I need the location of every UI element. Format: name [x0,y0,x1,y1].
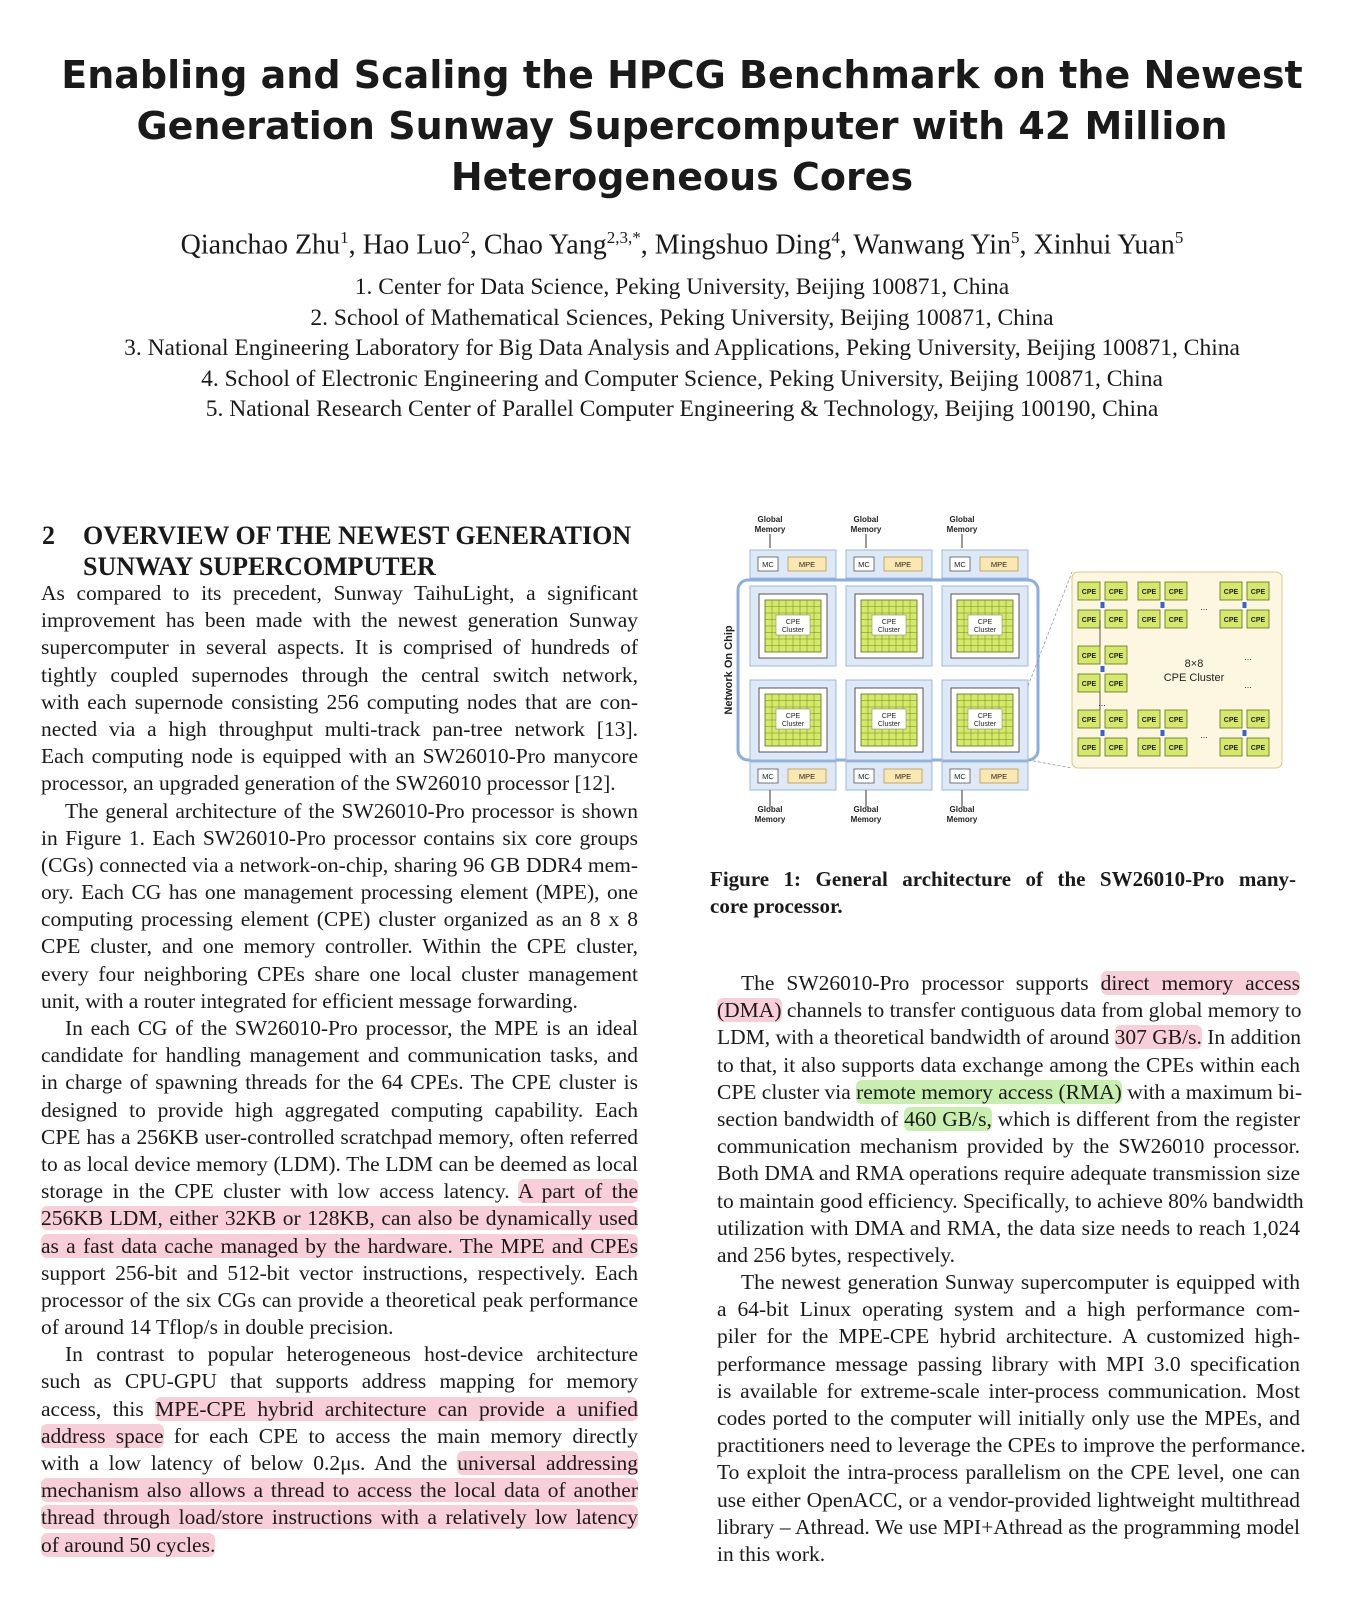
text-line [717,1215,1300,1242]
mc-label: MC [858,560,870,569]
text-line [717,1378,1300,1405]
text-line [717,1296,1300,1323]
text-segment: channels to transfer contiguous data from global memory to [781,998,1302,1023]
author-list: Qianchao Zhu$^1$, Hao Luo$^2$, Chao Yang$^{2,3,*}$, Mingshuo Ding$^4$, Wanwang Yin$^5$, Xinhui Yuan$^5$ [180,228,1184,261]
section-title-line: OVERVIEW OF THE NEWEST GENERATION [83,521,632,550]
text-segment: processor of the six CGs can provide a theoretical peak performance [41,1287,638,1312]
text-line [41,1097,638,1124]
highlighted-text: of around 50 cycles. [41,1532,216,1557]
text-line [41,1151,638,1178]
cpe-label: CPE [1108,717,1124,724]
text-line [41,1450,638,1477]
text-segment: processor, an upgraded generation of the SW26010 processor [12]. [41,771,616,796]
cpe-label: CPE [1223,589,1239,596]
text-line [717,1514,1300,1541]
router-node [1101,602,1105,608]
mc-label: MC [762,560,774,569]
caption-line: core processor. [710,894,843,918]
text-segment: candidate for handling management and communication tasks, and [41,1043,638,1068]
text-segment: storage in the CPE cluster with low access latency. [41,1179,518,1204]
text-segment: tightly coupled supernodes through the central switch network, [41,662,638,687]
text-segment: with each supernode consisting 256 computing nodes that are con- [41,689,638,714]
mpe-label: MPE [798,772,816,781]
highlighted-text: A part of the [517,1179,639,1204]
cpe-label: CPE [1108,653,1124,660]
cpe-label: CPE [1108,681,1124,688]
cpe-cluster-label: CPE [881,713,897,720]
text-segment: communication mechanism provided by the SW26010 processor. [717,1134,1300,1159]
text-line [41,689,638,716]
text-line [41,1341,638,1368]
text-line [41,1042,638,1069]
title-line: Heterogeneous Cores [450,155,914,199]
text-segment: To exploit the intra-process parallelism on the CPE level, one can [717,1460,1300,1485]
author-name: Xinhui Yuan [1033,229,1175,261]
text-segment: supercomputer in several aspects. It is comprised of hundreds of [41,635,638,660]
text-segment: LDM, with a theoretical bandwidth of around [717,1025,1115,1050]
affiliation: 1. Center for Data Science, Peking University, Beijing 100871, China [354,274,1010,300]
text-line [41,580,638,607]
text-line [41,1423,638,1450]
highlighted-text: MPE-CPE hybrid architecture can provide a unified [155,1396,638,1421]
text-line [41,1233,638,1260]
text-line [41,634,638,661]
text-line [717,1351,1300,1378]
highlighted-text: 256KB LDM, either 32KB or 128KB, can also be dynamically used [41,1206,638,1231]
text-line [41,662,638,689]
highlighted-text: 460 GB/s, [904,1106,992,1131]
cpe-label: CPE [1081,653,1097,660]
cpe-cluster-label: CPE [785,619,801,626]
mc-label: MC [954,772,966,781]
cpe-label: CPE [1168,717,1184,724]
text-line [41,798,638,825]
mpe-label: MPE [894,560,912,569]
text-line [41,988,638,1015]
cpe-label: CPE [1141,745,1157,752]
text-line [41,1477,638,1504]
ellipsis: ... [1098,698,1106,708]
cpe-label: CPE [1081,589,1097,596]
text-segment: library – Athread. We use MPI+Athread as the programming model [717,1514,1300,1539]
text-segment: Each computing node is equipped with an SW26010-Pro manycore [41,744,638,769]
cpe-cluster-label: Cluster [973,721,997,728]
router-node [1161,602,1165,608]
text-line [41,1015,638,1042]
author-affiliation-mark: 2,3,* [606,228,641,247]
highlighted-text: mechanism also allows a thread to access the local data of another [41,1478,638,1503]
cpe-label: CPE [1223,717,1239,724]
ellipsis: ... [1200,602,1208,612]
author-affiliation-mark: 5 [1011,228,1020,247]
global-memory-label: Global [949,805,975,814]
author-name: Qianchao Zhu [180,229,341,261]
global-memory-label: Memory [754,525,786,534]
cpe-label: CPE [1108,617,1124,624]
ellipsis: ... [1244,680,1252,690]
mpe-label: MPE [798,560,816,569]
text-segment: in charge of spawning threads for the 64 CPEs. The CPE cluster is [41,1070,638,1095]
highlighted-text: thread through load/store instructions with a relatively low latency [41,1505,638,1530]
text-segment: every four neighboring CPEs share one local cluster management [41,961,638,986]
mc-label: MC [762,772,774,781]
right-column-body [717,970,1306,1568]
text-segment: use either OpenACC, or a vendor-provided lightweight multithread [717,1487,1300,1512]
cpe-cluster-label: CPE [977,619,993,626]
text-segment: support 256-bit and 512-bit vector instructions, respectively. Each [41,1260,638,1285]
router-node [1243,602,1247,608]
global-memory-label: Global [853,805,879,814]
text-line [717,1160,1300,1187]
text-segment: codes ported to the computer will initially only use the MPEs, and [717,1406,1300,1430]
highlighted-text: 307 GB/s. [1114,1025,1202,1050]
affiliation: 2. School of Mathematical Sciences, Peking University, Beijing 100871, China [310,304,1054,331]
cpe-cluster-label: CPE [881,619,897,626]
text-line [41,1069,638,1096]
cpe-label: CPE [1141,617,1157,624]
text-line [41,961,638,988]
text-segment: and 256 bytes, respectively. [717,1242,956,1267]
text-segment: In each CG of the SW26010-Pro processor, the MPE is an ideal [65,1016,638,1040]
text-line [717,970,1300,997]
router-node [1101,730,1105,736]
cpe-label: CPE [1081,681,1097,688]
author-name: Mingshuo Ding [654,229,832,261]
text-segment: (CGs) connected via a network-on-chip, sharing 96 GB DDR4 mem- [41,852,638,877]
author-affiliation-mark: 5 [1174,228,1184,247]
highlighted-text: (DMA) [717,998,782,1023]
cpe-cluster-label: Cluster [973,627,997,634]
mc-label: MC [858,772,870,781]
affiliation: 5. National Research Center of Parallel Computer Engineering & Technology, Beijing 100190, China [205,396,1159,422]
cpe-label: CPE [1250,717,1266,724]
cpe-cluster-label: CPE [785,713,801,720]
cpe-cluster-label: Cluster [877,627,901,634]
text-line [41,770,638,797]
text-line [41,1504,638,1531]
text-segment: nected via a high throughput multi-track pan-tree network [13]. [41,716,638,741]
cpe-label: CPE [1168,745,1184,752]
text-segment: which is different from the register [991,1106,1300,1131]
paper-title [60,50,1304,203]
text-segment: section bandwidth of [717,1106,905,1131]
text-line [41,1396,638,1423]
text-segment: of around 14 Tflop/s in double precision. [41,1315,394,1340]
global-memory-label: Global [757,515,783,524]
section-number: 2 [42,521,55,550]
text-segment: computing processing element (CPE) cluster organized as an 8 x 8 [41,907,638,932]
text-line [41,607,638,634]
text-line [41,1178,638,1205]
cpe-label: CPE [1250,617,1266,624]
cpe-label: CPE [1108,589,1124,596]
author-affiliation-mark: 2 [461,228,470,247]
author-name: Wanwang Yin [853,229,1012,261]
text-segment: such as CPU-GPU that supports address mapping for memory [41,1369,638,1394]
global-memory-label: Memory [850,815,882,824]
cpe-label: CPE [1141,589,1157,596]
global-memory-label: Global [949,515,975,524]
author-affiliation-mark: 4 [831,228,840,247]
text-line [41,906,638,933]
text-segment: piler for the MPE-CPE hybrid architecture. A customized high- [717,1324,1300,1349]
cpe-label: CPE [1141,717,1157,724]
cpe-label: CPE [1250,589,1266,596]
text-segment: to as local device memory (LDM). The LDM can be deemed as local [41,1151,638,1176]
title-line: Enabling and Scaling the HPCG Benchmark on the Newest [61,53,1303,97]
affiliation: 3. National Engineering Laboratory for Big Data Analysis and Applications, Peking University, Beijing 100871, China [124,335,1240,361]
text-line [41,933,638,960]
text-segment: unit, with a router integrated for efficient message forwarding. [41,988,578,1013]
cpe-label: CPE [1081,717,1097,724]
text-segment: utilization with DMA and RMA, the data size needs to reach 1,024 [717,1215,1300,1240]
text-segment: is available for extreme-scale inter-process communication. Most [717,1378,1300,1403]
text-segment: to that, it also supports data exchange among the CPEs within each [717,1052,1300,1077]
global-memory-label: Memory [754,815,786,824]
text-line [41,716,638,743]
text-line [717,1079,1303,1106]
cpe-label: CPE [1168,589,1184,596]
figure-caption [710,866,1296,920]
text-line [717,1459,1300,1486]
affiliation-list [40,272,1324,425]
text-segment: CPE cluster, and one memory controller. Within the CPE cluster, [41,934,638,959]
text-line [717,1106,1300,1133]
text-segment: to maintain good efficiency. Specifically, to achieve 80% bandwidth [717,1188,1304,1213]
cpe-label: CPE [1108,745,1124,752]
cpe-label: CPE [1250,745,1266,752]
text-line [41,1260,638,1287]
text-line [717,1405,1300,1432]
highlighted-text: as a fast data cache managed by the hardware. The MPE and CPEs [41,1233,638,1258]
highlighted-text: remote memory access (RMA) [856,1079,1122,1104]
highlighted-text: universal addressing [457,1451,639,1475]
affiliation: 4. School of Electronic Engineering and Computer Science, Peking University, Beijing 100871, China [201,365,1163,392]
cpe-cluster-label: Cluster [781,721,805,728]
text-segment: ory. Each CG has one management processing element (MPE), one [41,880,638,905]
text-line [717,1052,1300,1079]
mpe-label: MPE [990,560,1008,569]
architecture-figure [712,510,1292,830]
mpe-label: MPE [894,772,912,781]
router-node [1101,666,1105,672]
caption-line: Figure 1: General architecture of the SW26010-Pro many- [710,867,1296,891]
router-node [1161,730,1165,736]
text-segment: for each CPE to access the main memory directly [163,1423,638,1448]
text-line [41,1368,638,1395]
text-line [717,1541,1300,1568]
text-segment: designed to provide high aggregated computing capability. Each [41,1097,638,1122]
text-segment: with a low latency of below 0.2μs. And the [41,1451,458,1475]
text-segment: The general architecture of the SW26010-Pro processor is shown [65,798,638,823]
cpe-label: CPE [1168,617,1184,624]
text-line [41,1287,638,1314]
global-memory-label: Memory [946,815,978,824]
text-segment: Both DMA and RMA operations require adequate transmission size [717,1161,1300,1186]
ellipsis: ... [1244,652,1252,662]
router-node [1243,730,1247,736]
ellipsis: ... [1200,730,1208,740]
text-segment: practitioners need to leverage the CPEs to improve the performance. [717,1433,1306,1458]
title-line: Generation Sunway Supercomputer with 42 Million [136,104,1228,148]
highlighted-text: direct memory access [1100,971,1300,995]
author-affiliation-mark: 1 [340,228,349,247]
author-name: Chao Yang [483,229,607,261]
zoom-subtitle: CPE Cluster [1163,672,1225,684]
cpe-label: CPE [1081,617,1097,624]
text-line [717,1133,1300,1160]
mpe-label: MPE [990,772,1008,781]
highlighted-text: address space [41,1423,164,1448]
text-segment: in this work. [717,1541,826,1566]
noc-label: Network On Chip [723,625,735,715]
cpe-label: CPE [1223,745,1239,752]
text-line [41,825,638,852]
section-title-line: SUNWAY SUPERCOMPUTER [83,552,436,581]
text-line [717,1024,1300,1051]
text-line [717,1487,1300,1514]
text-line [717,997,1300,1024]
text-segment: performance message passing library with MPI 3.0 specification [717,1351,1300,1376]
cpe-cluster-label: CPE [977,713,993,720]
text-segment: a 64-bit Linux operating system and a high performance com- [717,1297,1300,1322]
text-segment: The newest generation Sunway supercomputer is equipped with [741,1270,1300,1295]
text-line [41,743,638,770]
zoom-title: 8×8 [1184,658,1204,670]
cpe-cluster-label: Cluster [781,627,805,634]
text-line [41,879,638,906]
author-name: Hao Luo [362,229,462,261]
text-segment: with a maximum bi- [1121,1079,1303,1104]
text-line [41,1532,638,1559]
text-segment: As compared to its precedent, Sunway TaihuLight, a significant [41,581,638,605]
text-line [717,1323,1300,1350]
text-segment: CPE has a 256KB user-controlled scratchpad memory, often referred [41,1124,638,1149]
text-segment: In addition [1201,1025,1301,1050]
left-column-body [41,580,638,1559]
text-segment: improvement has been made with the newest generation Sunway [41,608,638,633]
cpe-label: CPE [1223,617,1239,624]
text-line [41,852,638,879]
text-line [717,1269,1300,1296]
text-line [717,1188,1304,1215]
text-line [41,1314,638,1341]
text-segment: access, this [41,1396,156,1421]
text-line [41,1124,638,1151]
section-title [83,520,631,582]
text-segment: CPE cluster via [717,1079,857,1104]
global-memory-label: Memory [946,525,978,534]
cpe-cluster-label: Cluster [877,721,901,728]
text-line [717,1432,1306,1459]
text-line [41,1205,638,1232]
global-memory-label: Global [757,805,783,814]
global-memory-label: Memory [850,525,882,534]
cpe-label: CPE [1081,745,1097,752]
text-segment: in Figure 1. Each SW26010-Pro processor contains six core groups [41,825,638,850]
text-segment: In contrast to popular heterogeneous host-device architecture [65,1342,638,1367]
global-memory-label: Global [853,515,879,524]
text-segment: The SW26010-Pro processor supports [741,971,1101,995]
mc-label: MC [954,560,966,569]
text-line [717,1242,1300,1269]
